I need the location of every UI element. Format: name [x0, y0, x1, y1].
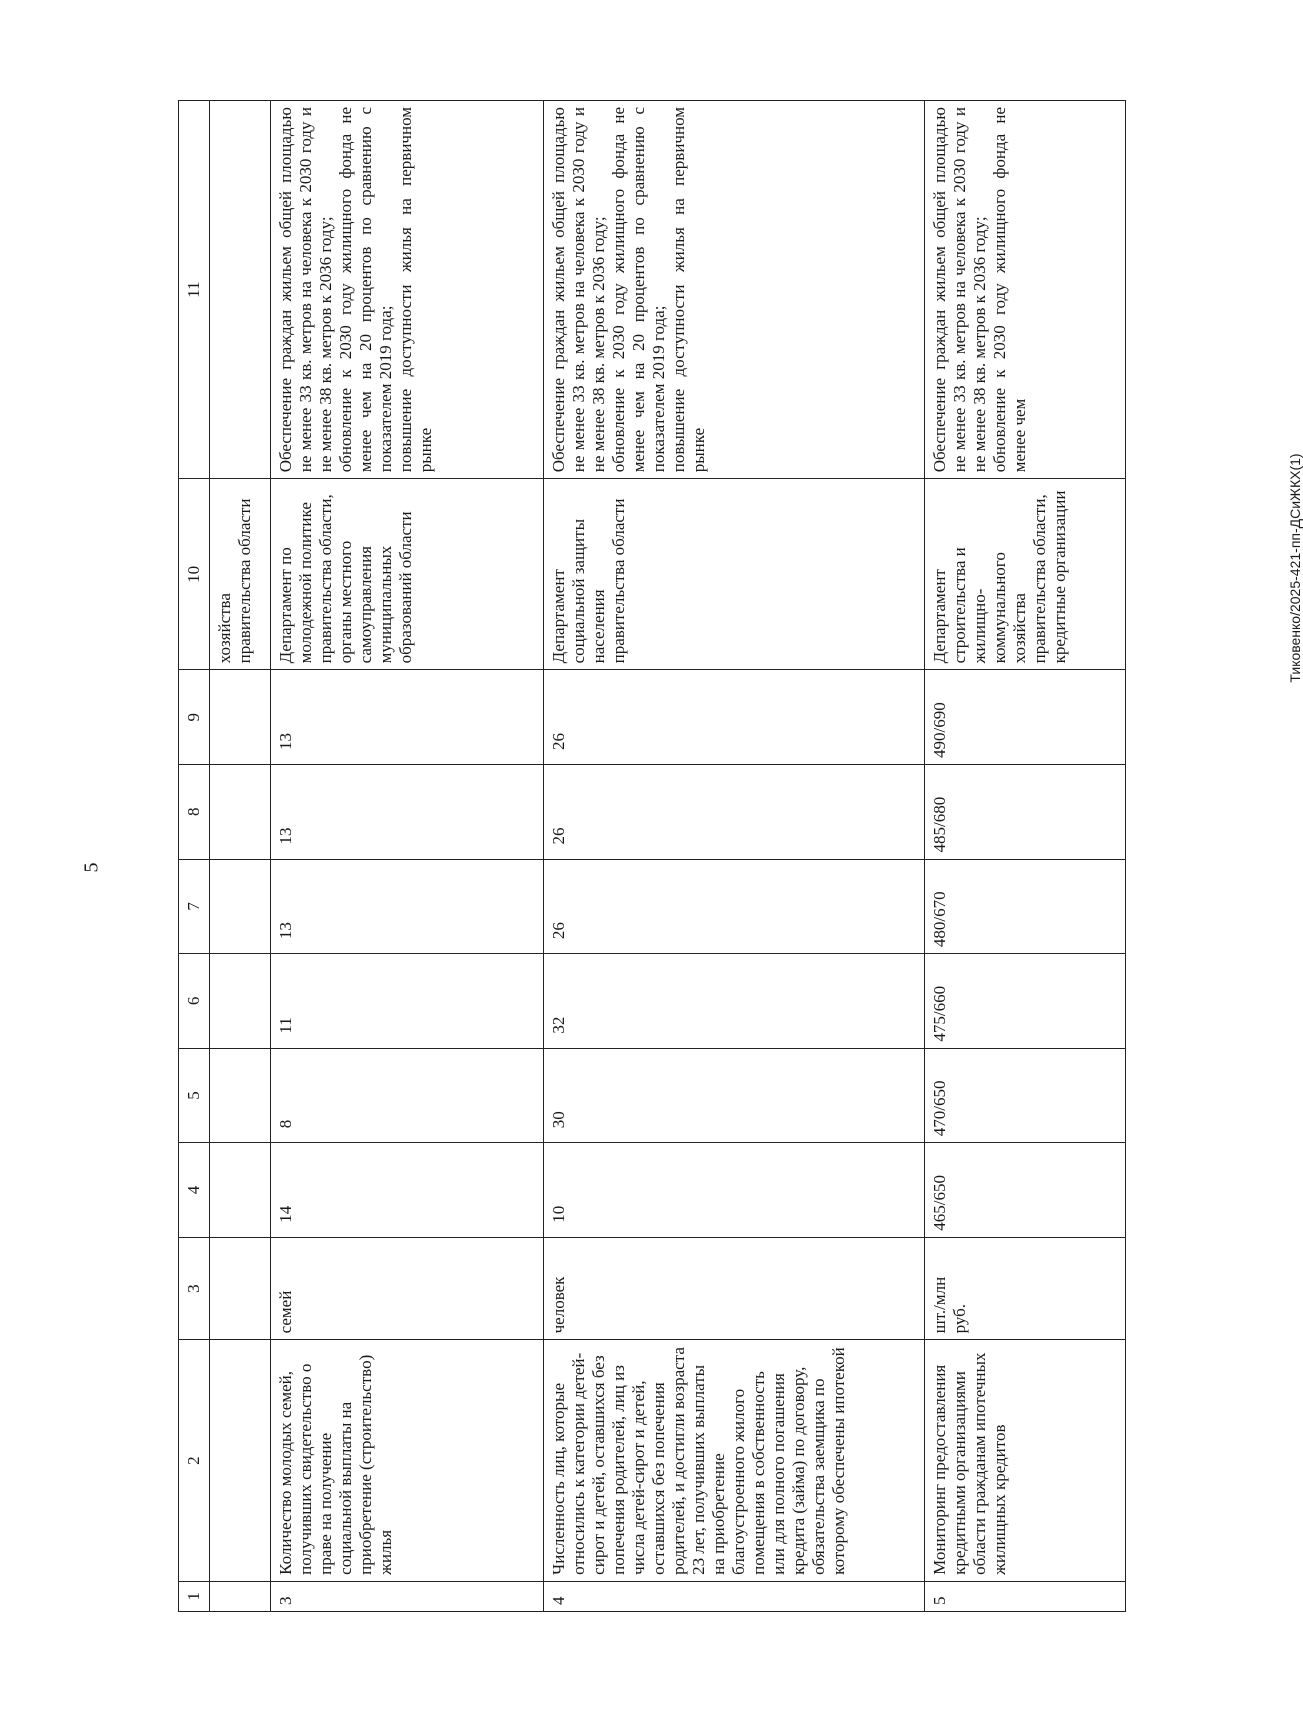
col-header: 9 — [179, 670, 210, 765]
indicators-table — [178, 100, 1126, 1612]
row-number: 3 — [271, 1581, 544, 1611]
col-header: 10 — [179, 479, 210, 670]
expected-result: Обеспечение граждан жильем общей площадью не менее 33 кв. метров на человека к 2030 году и не менее 38 кв. метров к 2036 году; обновление к 2030 году жилищного фонда не менее чем на 20 процентов по сравнению с показателем 2019 года; повышение доступности жилья на первичном рынке — [271, 101, 544, 479]
column-number-row — [179, 101, 210, 1612]
value-col5: 8 — [271, 1048, 544, 1143]
col-header: 5 — [179, 1048, 210, 1143]
continuation-row — [210, 101, 271, 1612]
responsible: Департамент социальной защиты населения правительства области — [544, 479, 925, 670]
value-col9: 26 — [544, 670, 925, 765]
value-col7: 26 — [544, 859, 925, 954]
unit: семей — [271, 1237, 544, 1340]
document-footer: Тиковенко/2025-421-пп-ДСиЖКХ(1) — [1287, 453, 1303, 683]
col-header: 3 — [179, 1237, 210, 1340]
value-col9: 13 — [271, 670, 544, 765]
table-row — [271, 101, 544, 1612]
col-header: 8 — [179, 764, 210, 859]
page-number: 5 — [80, 862, 103, 873]
value-col4: 14 — [271, 1143, 544, 1238]
rotated-table-container — [178, 100, 1098, 1612]
value-col5: 30 — [544, 1048, 925, 1143]
responsible: Департамент по молодежной политике правительства области, органы местного самоуправления муниципальных образований области — [271, 479, 544, 670]
value-col4: 10 — [544, 1143, 925, 1238]
row-number: 5 — [925, 1581, 1126, 1611]
value-col6: 475/660 — [925, 954, 1126, 1049]
indicator-name: Численность лиц, которые относились к категории детей-сирот и детей, оставшихся без попечения родителей, лиц из числа детей-сирот и детей, оставшихся без попечения родителей, и достигли возраста 23 лет, получивших выплаты на приобретение благоустроенного жилого помещения в собственность или для полного погашения кредита (займа) по договору, обязательства заемщика по которому обеспечены ипотекой — [544, 1340, 925, 1581]
value-col6: 11 — [271, 954, 544, 1049]
value-col8: 485/680 — [925, 764, 1126, 859]
value-col7: 480/670 — [925, 859, 1126, 954]
value-col4: 465/650 — [925, 1143, 1126, 1238]
value-col7: 13 — [271, 859, 544, 954]
expected-result: Обеспечение граждан жильем общей площадью не менее 33 кв. метров на человека к 2030 году и не менее 38 кв. метров к 2036 году; обновление к 2030 году жилищного фонда не менее чем на 20 процентов по сравнению с показателем 2019 года; повышение доступности жилья на первичном рынке — [544, 101, 925, 479]
expected-result: Обеспечение граждан жильем общей площадью не менее 33 кв. метров на человека к 2030 году и не менее 38 кв. метров к 2036 году; обновление к 2030 году жилищного фонда не менее чем — [925, 101, 1126, 479]
table-row — [544, 101, 925, 1612]
value-col8: 13 — [271, 764, 544, 859]
row-number: 4 — [544, 1581, 925, 1611]
continuation-responsible: хозяйства правительства области — [210, 479, 271, 670]
unit: шт./млн руб. — [925, 1237, 1126, 1340]
value-col5: 470/650 — [925, 1048, 1126, 1143]
col-header: 11 — [179, 101, 210, 479]
col-header: 1 — [179, 1581, 210, 1611]
value-col6: 32 — [544, 954, 925, 1049]
col-header: 6 — [179, 954, 210, 1049]
value-col9: 490/690 — [925, 670, 1126, 765]
unit: человек — [544, 1237, 925, 1340]
indicator-name: Количество молодых семей, получивших свидетельство о праве на получение социальной выплаты на приобретение (строительство) жилья — [271, 1340, 544, 1581]
col-header: 7 — [179, 859, 210, 954]
responsible: Департамент строительства и жилищно-коммунального хозяйства правительства области, кредитные организации — [925, 479, 1126, 670]
indicator-name: Мониторинг предоставления кредитными организациями области гражданам ипотечных жилищных кредитов — [925, 1340, 1126, 1581]
col-header: 4 — [179, 1143, 210, 1238]
col-header: 2 — [179, 1340, 210, 1581]
table-row — [925, 101, 1126, 1612]
value-col8: 26 — [544, 764, 925, 859]
